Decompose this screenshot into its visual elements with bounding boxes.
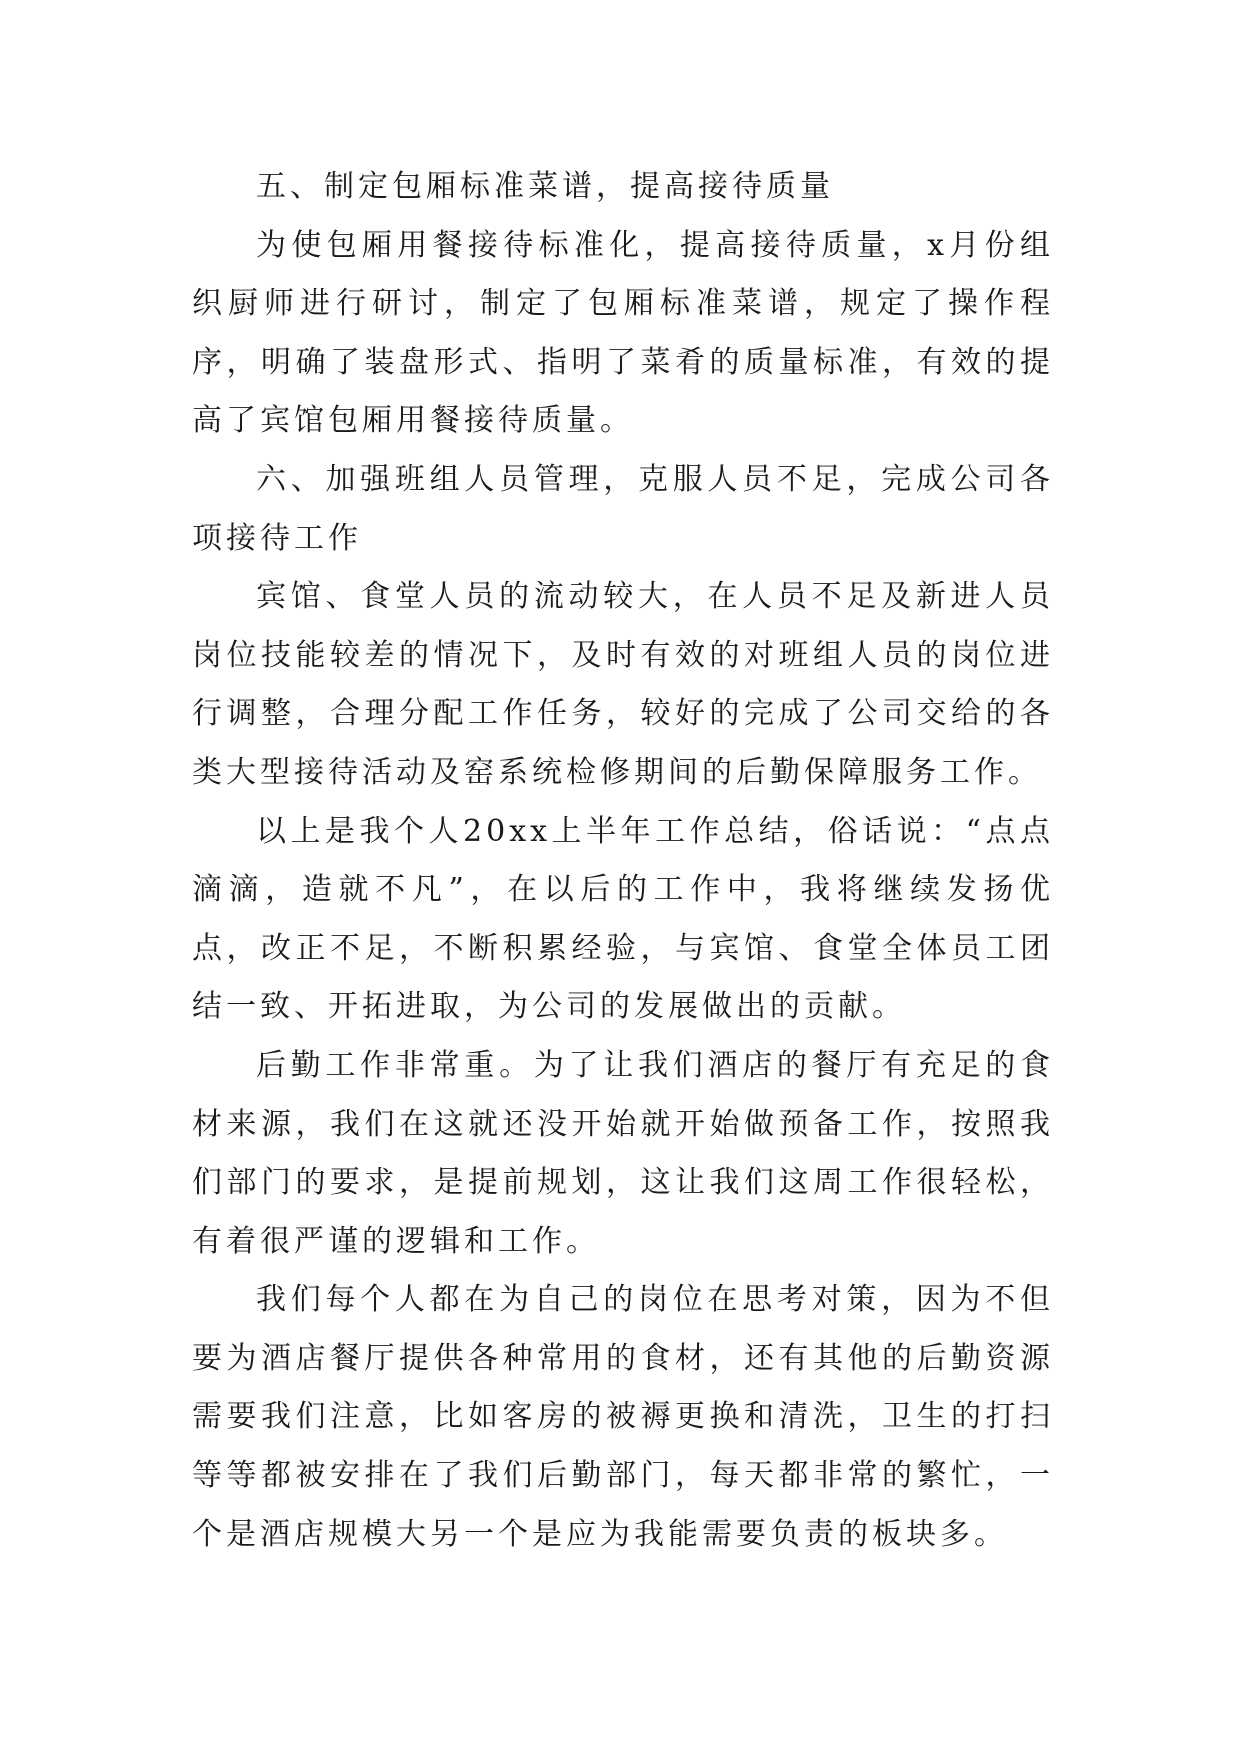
paragraph: 以上是我个人20xx上半年工作总结，俗话说：“点点滴滴，造就不凡”，在以后的工作中，我将继续发扬优点，改正不足，不断积累经验，与宾馆、食堂全体员工团结一致、开拓进取，为公司的发展做出的贡献。 [192,813,1054,1025]
paragraph: 后勤工作非常重。为了让我们酒店的餐厅有充足的食材来源，我们在这就还没开始就开始做预备工作，按照我们部门的要求，是提前规划，这让我们这周工作很轻松，有着很严谨的逻辑和工作。 [192,1047,1054,1259]
document-body [192,158,1054,1564]
section-heading-six: 六、加强班组人员管理，克服人员不足，完成公司各项接待工作 [192,461,1054,556]
paragraph: 宾馆、食堂人员的流动较大，在人员不足及新进人员岗位技能较差的情况下，及时有效的对班组人员的岗位进行调整，合理分配工作任务，较好的完成了公司交给的各类大型接待活动及窑系统检修期间的后勤保障服务工作。 [192,579,1054,790]
paragraph: 我们每个人都在为自己的岗位在思考对策，因为不但要为酒店餐厅提供各种常用的食材，还有其他的后勤资源需要我们注意，比如客房的被褥更换和清洗，卫生的打扫等等都被安排在了我们后勤部门，每天都非常的繁忙，一个是酒店规模大另一个是应为我能需要负责的板块多。 [192,1282,1054,1552]
paragraph: 为使包厢用餐接待标准化，提高接待质量，x月份组织厨师进行研讨，制定了包厢标准菜谱，规定了操作程序，明确了装盘形式、指明了菜肴的质量标准，有效的提高了宾馆包厢用餐接待质量。 [192,227,1054,439]
section-heading-five: 五、制定包厢标准菜谱，提高接待质量 [256,169,834,204]
